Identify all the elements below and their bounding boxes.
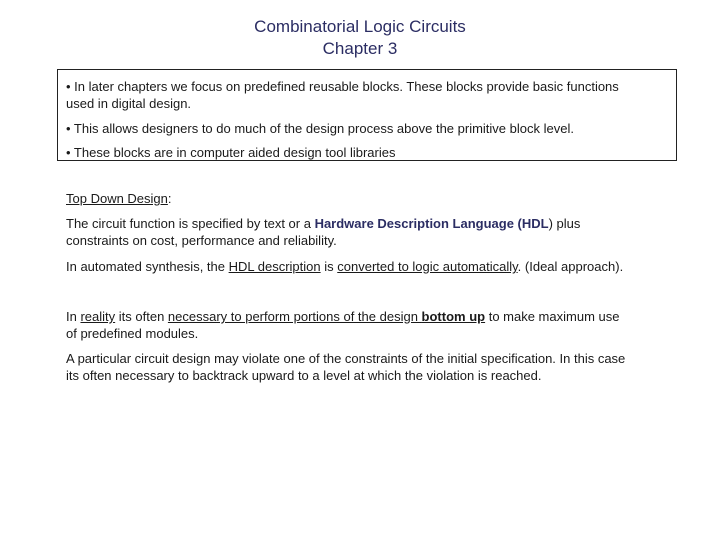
p2-text-b: is xyxy=(320,259,338,274)
p3-text-c: to make maximum use xyxy=(485,309,620,324)
p1-line2: constraints on cost, performance and reliability. xyxy=(66,233,337,248)
reality-text: reality xyxy=(80,309,116,324)
section-heading xyxy=(66,190,172,207)
paragraph-reality xyxy=(66,308,619,342)
bottom-up-text: bottom up xyxy=(421,309,486,324)
hdl-term: Hardware Description Language (HDL xyxy=(314,216,549,231)
necessary-text: necessary to perform portions of the design xyxy=(167,309,422,324)
paragraph-hdl xyxy=(66,215,580,249)
bullet-1 xyxy=(66,78,619,112)
p2-text-a: In automated synthesis, the xyxy=(66,259,229,274)
slide-subtitle: Chapter 3 xyxy=(322,39,398,58)
p3-text-a: In xyxy=(66,309,81,324)
p3-text-b: its often xyxy=(115,309,168,324)
heading-suffix: : xyxy=(167,191,172,206)
bullet-3: • These blocks are in computer aided design tool libraries xyxy=(66,145,396,160)
bullet-1-line1: • In later chapters we focus on predefined reusable blocks. These blocks provide basic functions xyxy=(66,79,619,94)
p4-line1: A particular circuit design may violate one of the constraints of the initial specification. In this case xyxy=(66,351,626,366)
p2-text-c: . (Ideal approach). xyxy=(517,259,624,274)
converted-text: converted to logic automatically xyxy=(337,259,518,274)
slide-title: Combinatorial Logic Circuits xyxy=(254,17,466,36)
p1-text-a: The circuit function is specified by text or a xyxy=(66,216,315,231)
paragraph-synthesis xyxy=(66,258,623,275)
bullet-1-line2: used in digital design. xyxy=(66,96,192,111)
heading-text: Top Down Design xyxy=(66,191,168,206)
p3-line2: of predefined modules. xyxy=(66,326,199,341)
p1-text-b: ) plus xyxy=(548,216,581,231)
p4-line2: its often necessary to backtrack upward to a level at which the violation is reached. xyxy=(66,368,542,383)
paragraph-backtrack xyxy=(66,350,625,384)
bullet-2: • This allows designers to do much of the design process above the primitive block level. xyxy=(66,121,574,136)
hdl-description: HDL description xyxy=(228,259,321,274)
